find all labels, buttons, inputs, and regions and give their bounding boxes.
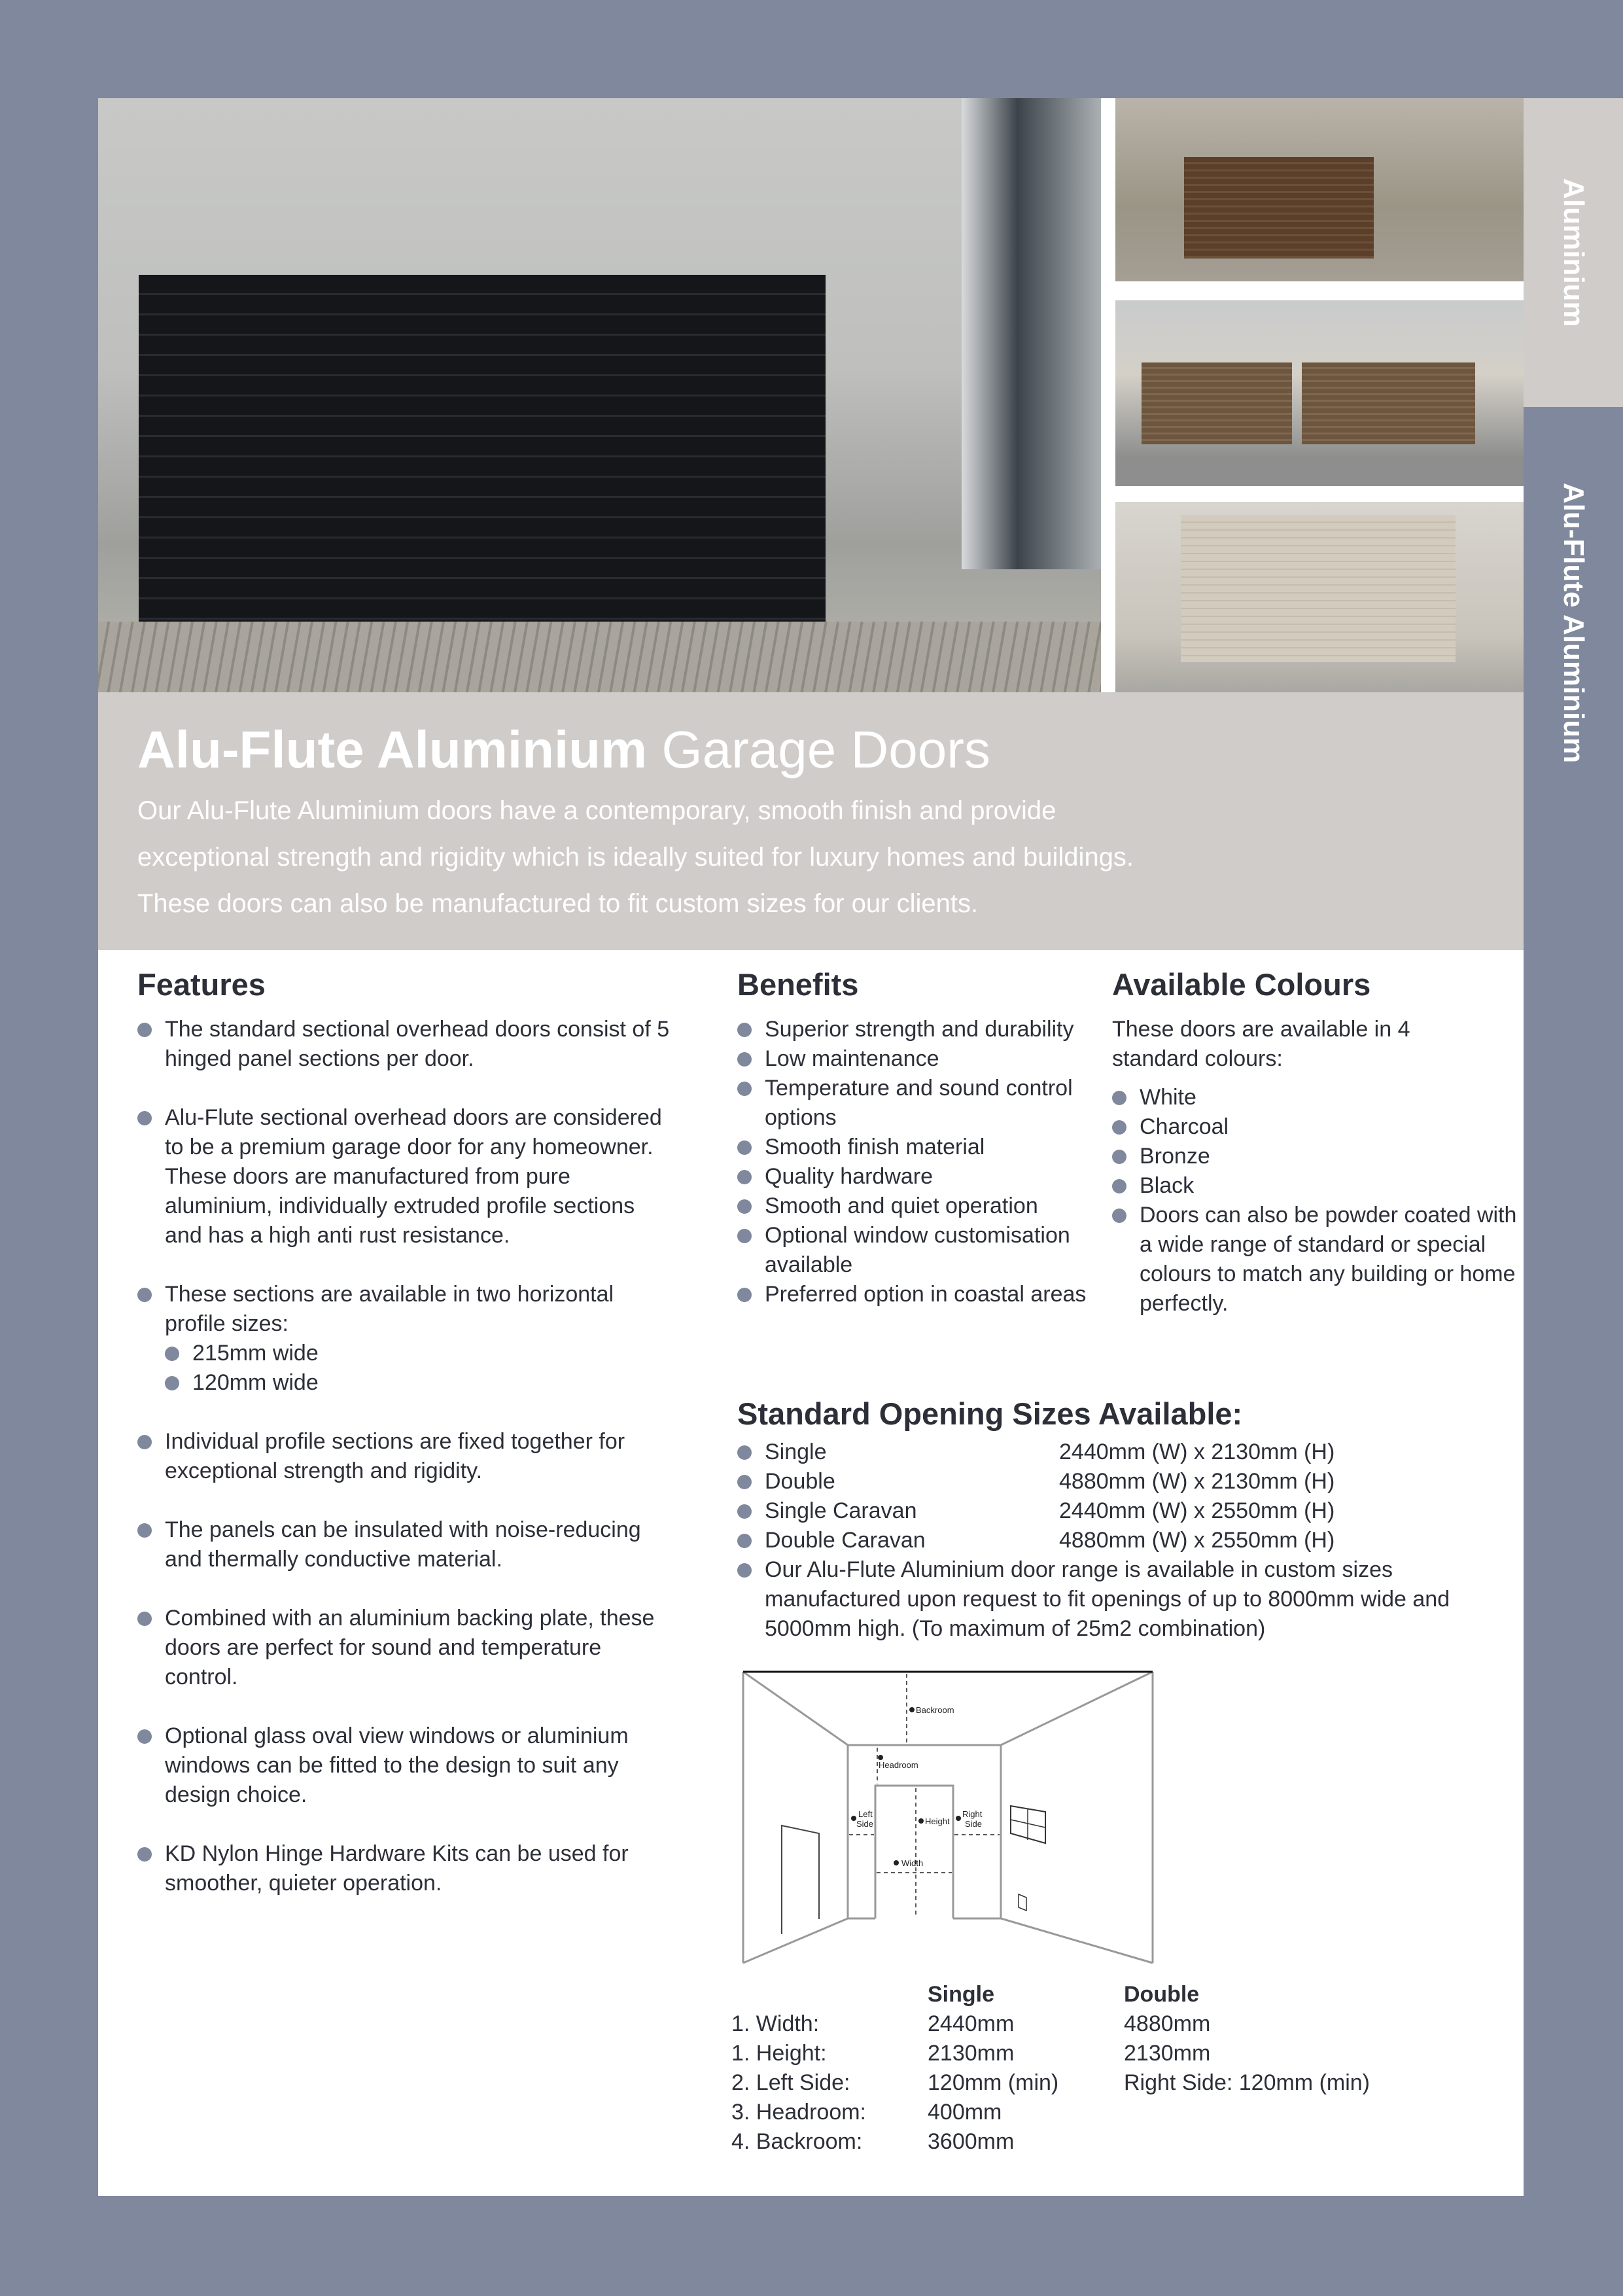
list-item: KD Nylon Hinge Hardware Kits can be used for smoother, quieter operation.	[137, 1839, 674, 1898]
table-row: 4. Backroom: 3600mm	[731, 2129, 1015, 2154]
list-item: Optional window customisation available	[737, 1221, 1091, 1280]
list-item: The standard sectional overhead doors consist of 5 hinged panel sections per door.	[137, 1015, 674, 1074]
page-title: Alu-Flute Aluminium Garage Doors	[137, 720, 990, 779]
label-left-side: Side	[856, 1819, 874, 1829]
list-item: Doors can also be powder coated with a wide range of standard or special colours to match any building or home perfectly.	[1112, 1201, 1518, 1318]
list-item: Optional glass oval view windows or aluminium windows can be fitted to the design to suit any design choice.	[137, 1722, 674, 1810]
sub-list-item: 215mm wide	[165, 1339, 674, 1368]
list-item: Superior strength and durability	[737, 1015, 1091, 1044]
list-item: Quality hardware	[737, 1162, 1091, 1192]
dimensions-table	[731, 1980, 1451, 2157]
header-single: Single	[928, 1982, 995, 2007]
photo-bronze-door-house	[1115, 98, 1524, 281]
benefits-heading: Benefits	[737, 967, 859, 1002]
label-right: Right	[962, 1809, 983, 1819]
header-double: Double	[1124, 1982, 1200, 2007]
photo-white-door	[1115, 502, 1524, 692]
intro-text: Our Alu-Flute Aluminium doors have a contemporary, smooth finish and provide exceptional strength and rigidity which is ideally suited for luxury homes and buildings. These doors can also be manufactured to fit custom sizes for our clients.	[137, 796, 1134, 918]
sub-list-item: 120mm wide	[165, 1368, 674, 1398]
list-item: Charcoal	[1112, 1112, 1518, 1142]
label-width: Width	[901, 1858, 924, 1868]
sizes-heading: Standard Opening Sizes Available:	[737, 1396, 1243, 1431]
label-left: Left	[858, 1809, 873, 1819]
garage-dimensions-diagram	[734, 1655, 1159, 1969]
list-item: White	[1112, 1083, 1518, 1112]
category-tab-label: Aluminium	[1558, 178, 1590, 327]
list-item: Low maintenance	[737, 1044, 1091, 1074]
list-item: These sections are available in two horizontal profile sizes: 215mm wide 120mm wide	[137, 1280, 674, 1398]
list-item: Black	[1112, 1171, 1518, 1201]
label-backroom: Backroom	[916, 1705, 954, 1715]
table-row: 1. Width: 2440mm 4880mm	[731, 2011, 1211, 2036]
colours-heading: Available Colours	[1112, 967, 1371, 1002]
list-item: Smooth and quiet operation	[737, 1192, 1091, 1221]
list-item: Our Alu-Flute Aluminium door range is available in custom sizes manufactured upon request to fit openings of up to 8000mm wide and 5000mm high. (To maximum of 25m2 combination)	[737, 1555, 1509, 1644]
list-item: The panels can be insulated with noise-reducing and thermally conductive material.	[137, 1515, 674, 1574]
list-item: Bronze	[1112, 1142, 1518, 1171]
list-item: Smooth finish material	[737, 1133, 1091, 1162]
title-band	[98, 692, 1524, 950]
colours-section	[1112, 966, 1518, 1318]
label-right-side: Side	[965, 1819, 983, 1829]
benefits-section	[737, 966, 1091, 1309]
size-row: Double 4880mm (W) x 2130mm (H)	[737, 1467, 1509, 1496]
size-row: Single Caravan 2440mm (W) x 2550mm (H)	[737, 1496, 1509, 1526]
features-heading: Features	[137, 967, 266, 1002]
photo-double-bronze-doors	[1115, 300, 1524, 486]
list-item: Temperature and sound control options	[737, 1074, 1091, 1133]
size-row: Double Caravan 4880mm (W) x 2550mm (H)	[737, 1526, 1509, 1555]
category-tab[interactable]	[1524, 98, 1623, 407]
colours-intro: These doors are available in 4 standard colours:	[1112, 1017, 1410, 1071]
hero-photo-black-garage-door	[98, 98, 1101, 692]
product-tab[interactable]	[1524, 407, 1623, 839]
table-row: 3. Headroom: 400mm	[731, 2100, 1002, 2125]
table-row: 1. Height: 2130mm 2130mm	[731, 2041, 1211, 2066]
features-section	[137, 966, 674, 1928]
list-item: Alu-Flute sectional overhead doors are considered to be a premium garage door for any homeowner. These doors are manufactured from pure aluminium, individually extruded profile sections and has a high anti rust resistance.	[137, 1103, 674, 1250]
size-row: Single 2440mm (W) x 2130mm (H)	[737, 1438, 1509, 1467]
label-headroom: Headroom	[879, 1760, 918, 1770]
list-item: Preferred option in coastal areas	[737, 1280, 1091, 1309]
list-item: Individual profile sections are fixed together for exceptional strength and rigidity.	[137, 1427, 674, 1486]
label-height: Height	[925, 1816, 950, 1826]
table-row: 2. Left Side: 120mm (min) Right Side: 120mm (min)	[731, 2070, 1370, 2095]
sizes-section	[737, 1396, 1509, 1644]
list-item: Combined with an aluminium backing plate, these doors are perfect for sound and temperature control.	[137, 1604, 674, 1692]
product-tab-label: Alu-Flute Aluminium	[1558, 482, 1590, 764]
